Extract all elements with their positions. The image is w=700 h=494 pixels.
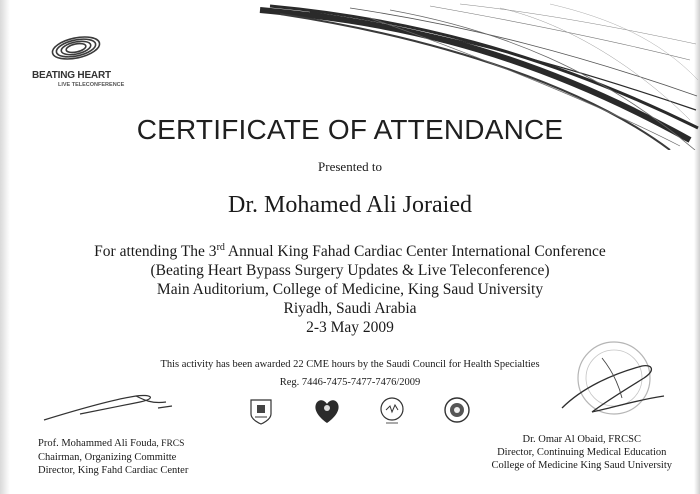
event-venue: Main Auditorium, College of Medicine, King Saud University: [156, 281, 544, 298]
signatory-right-name: Dr. Omar Al Obaid, FRCSC: [522, 434, 641, 445]
cme-text: This activity has been awarded 22 CME hours by the Saudi Council for Health Specialties: [160, 359, 540, 370]
heart-emblem-icon: [313, 396, 341, 426]
event-description: [0, 242, 700, 337]
recipient-name: Dr. Mohamed Ali Joraied: [228, 192, 472, 218]
signatory-right-org: College of Medicine King Saud University: [491, 460, 672, 471]
event-city: Riyadh, Saudi Arabia: [283, 300, 417, 317]
signatory-right: [491, 433, 672, 472]
logo-subtitle: LIVE TELECONFERENCE: [58, 82, 125, 88]
council-seal-icon: [443, 396, 471, 426]
signatory-right-role: Director, Continuing Medical Education: [497, 447, 667, 458]
event-line-1: For attending The 3rd Annual King Fahad Cardiac Center International Conference: [94, 241, 606, 260]
beating-heart-logo: [32, 30, 132, 88]
signatory-left-role: Chairman, Organizing Committe: [38, 452, 177, 463]
signatory-left-name: Prof. Mohammed Ali Fouda: [38, 438, 157, 449]
signatory-left-org: Director, King Fahd Cardiac Center: [38, 465, 189, 476]
event-date: 2-3 May 2009: [306, 319, 394, 336]
presented-to: Presented to: [318, 159, 382, 174]
signatory-left-suffix: , FRCS: [156, 439, 185, 449]
certificate-title: CERTIFICATE OF ATTENDANCE: [136, 114, 564, 145]
registration-number: Reg. 7446-7475-7477-7476/2009: [279, 377, 421, 388]
cardiac-center-seal-icon: [378, 396, 406, 426]
heart-orbit-logo-icon: [50, 30, 102, 66]
signatory-left: [38, 437, 188, 477]
seals-row: [0, 396, 700, 430]
university-seal-icon: [247, 396, 275, 426]
logo-title: BEATING HEART: [32, 70, 111, 81]
event-line-2: (Beating Heart Bypass Surgery Updates & Live Teleconference): [150, 262, 550, 279]
